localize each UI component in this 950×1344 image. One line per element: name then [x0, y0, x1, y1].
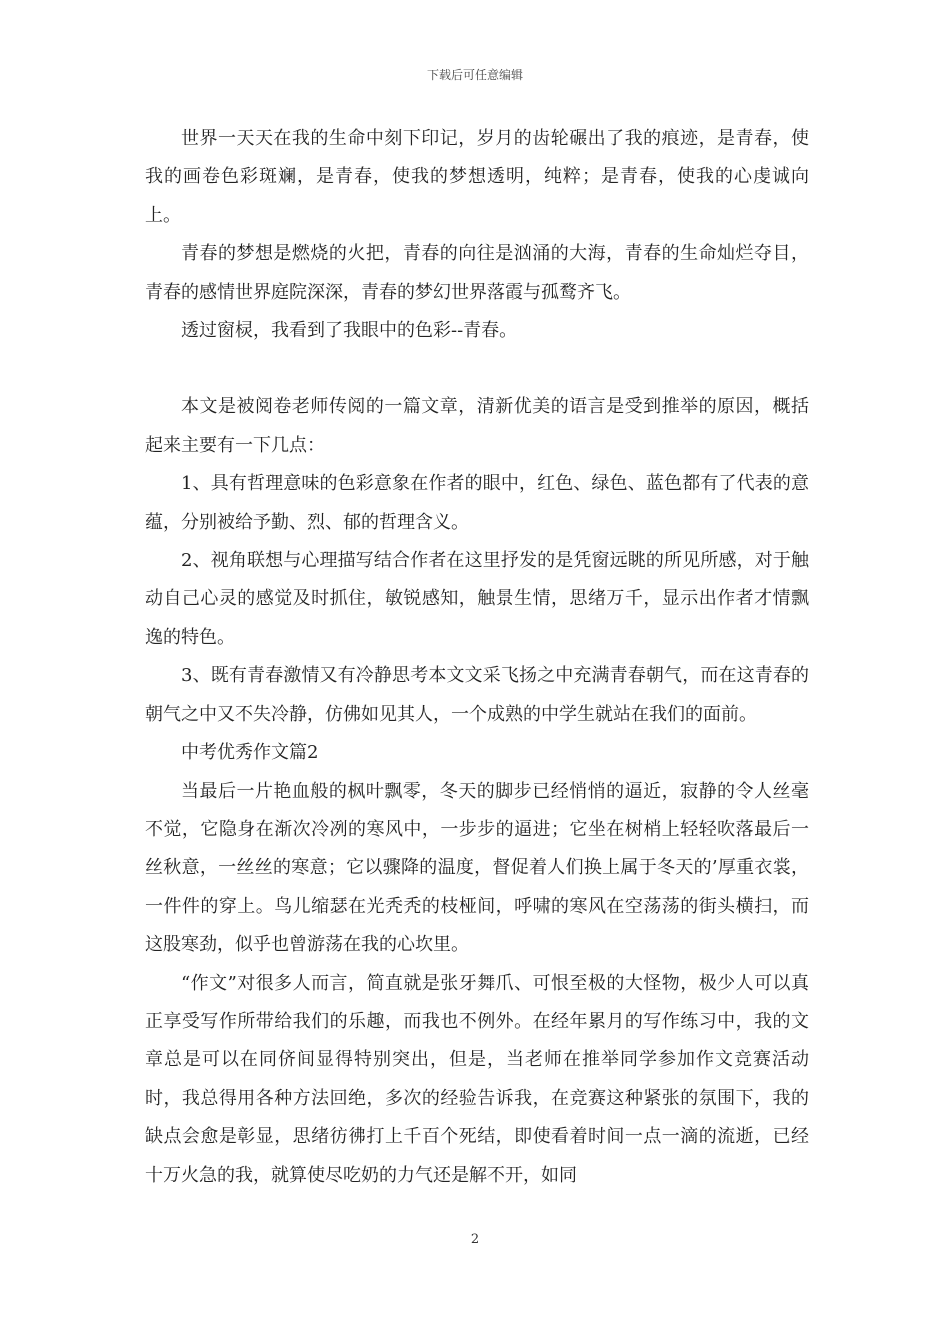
- paragraph: 青春的梦想是燃烧的火把，青春的向往是汹涌的大海，青春的生命灿烂夺目，青春的感情世界庭院深深，青春的梦幻世界落霞与孤鹜齐飞。: [145, 243, 809, 303]
- paragraph: 2、视角联想与心理描写结合作者在这里抒发的是凭窗远眺的所见所感，对于触动自己心灵的感觉及时抓住，敏锐感知，触景生情，思绪万千，显示出作者才情飘逸的特色。: [145, 550, 809, 648]
- paragraph: 透过窗棂，我看到了我眼中的色彩--青春。: [181, 320, 518, 342]
- page-number: 2: [470, 1232, 480, 1247]
- paragraph: 本文是被阅卷老师传阅的一篇文章，清新优美的语言是受到推举的原因，概括起来主要有一下几点：: [145, 396, 809, 456]
- page-header: 下载后可任意编辑: [426, 68, 523, 82]
- paragraph: 当最后一片艳血般的枫叶飘零，冬天的脚步已经悄悄的逼近，寂静的令人丝毫不觉，它隐身在渐次冷冽的寒风中，一步步的逼进；它坐在树梢上轻轻吹落最后一丝秋意，一丝丝的寒意；它以骤降的温度，督促着人们换上属于冬天的’厚重衣裳，一件件的穿上。鸟儿缩瑟在光秃秃的枝桠间，呼啸的寒风在空荡荡的街头横扫，而这股寒劲，似乎也曾游荡在我的心坎里。: [145, 780, 809, 956]
- paragraph: “作文”对很多人而言，简直就是张牙舞爪、可恨至极的大怪物，极少人可以真正享受写作所带给我们的乐趣，而我也不例外。在经年累月的写作练习中，我的文章总是可以在同侪间显得特别突出，但是，当老师在推举同学参加作文竞赛活动时，我总得用各种方法回绝，多次的经验告诉我，在竞赛这种紧张的氛围下，我的缺点会愈是彰显，思绪彷彿打上千百个死结，即使看着时间一点一滴的流逝，已经十万火急的我，就算使尽吃奶的力气还是解不开，如同: [145, 972, 809, 1186]
- section-heading: 中考优秀作文篇2: [181, 742, 319, 764]
- paragraph: 3、既有青春激情又有冷静思考本文文采飞扬之中充满青春朝气，而在这青春的朝气之中又不失冷静，仿佛如见其人，一个成熟的中学生就站在我们的面前。: [145, 665, 809, 725]
- blank-line: [145, 350, 809, 388]
- paragraph: 1、具有哲理意味的色彩意象在作者的眼中，红色、绿色、蓝色都有了代表的意蕴，分别被给予勤、烈、郁的哲理含义。: [145, 473, 809, 533]
- document-body: [145, 120, 809, 1195]
- paragraph: 世界一天天在我的生命中刻下印记，岁月的齿轮碾出了我的痕迹，是青春，使我的画卷色彩斑斓，是青春，使我的梦想透明，纯粹；是青春，使我的心虔诚向上。: [145, 128, 809, 226]
